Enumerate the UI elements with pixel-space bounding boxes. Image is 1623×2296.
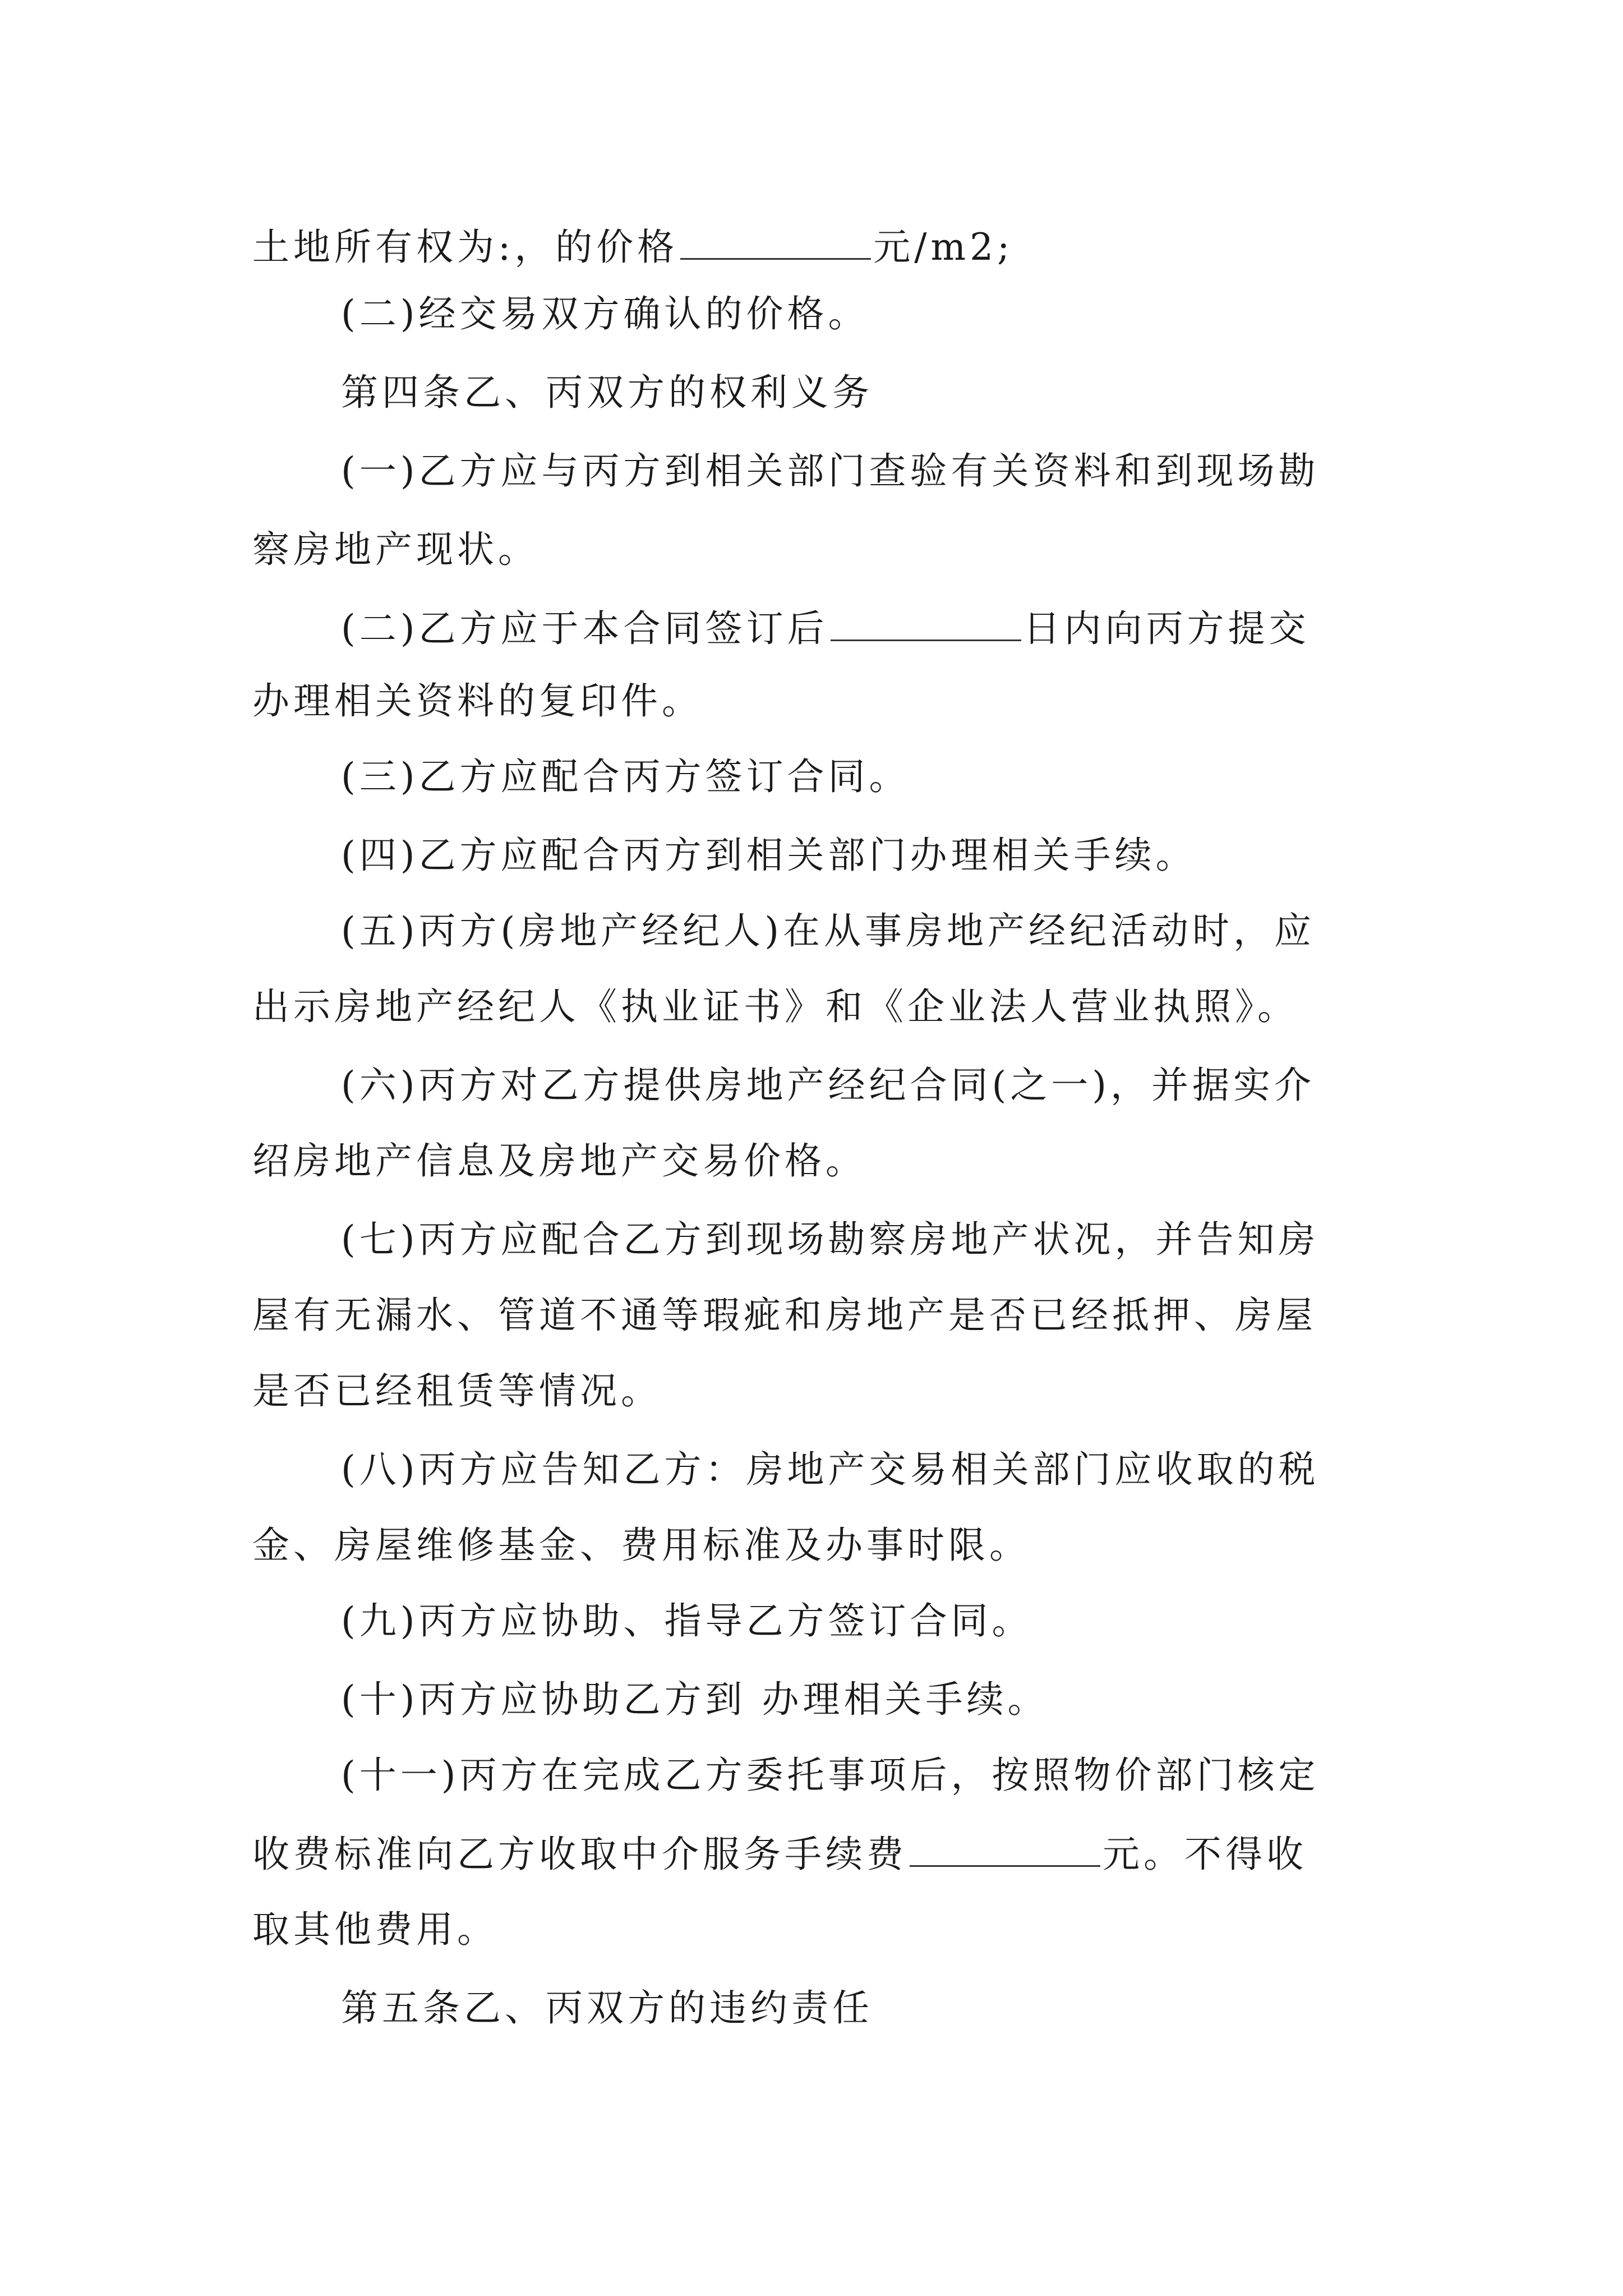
clause-continuation — [252, 1832, 1307, 1877]
clause-item: (一)乙方应与丙方到相关部门查验有关资料和到现场勘 — [341, 449, 1320, 493]
text-segment: (二)乙方应于本合同签订后 — [341, 607, 828, 650]
clause-item: (三)乙方应配合丙方签订合同。 — [341, 755, 910, 798]
clause-item — [341, 606, 1310, 651]
text-segment: 日内向丙方提交 — [1023, 607, 1310, 650]
clause-continuation: 是否已经租赁等情况。 — [252, 1369, 662, 1412]
clause-continuation: 取其他费用。 — [252, 1908, 498, 1951]
section-heading: 第四条乙、丙双方的权利义务 — [341, 371, 873, 414]
clause-item: (二)经交易双方确认的价格。 — [341, 292, 869, 335]
clause-item: (十)丙方应协助乙方到 办理相关手续。 — [341, 1678, 1049, 1721]
clause-item: (十一)丙方在完成乙方委托事项后，按照物价部门核定 — [341, 1754, 1320, 1797]
clause-item: (四)乙方应配合丙方到相关部门办理相关手续。 — [341, 834, 1197, 877]
fill-in-blank[interactable] — [910, 1832, 1100, 1867]
clause-continuation: 出示房地产经纪人《执业证书》和《企业法人营业执照》。 — [252, 985, 1298, 1028]
clause-item: (八)丙方应告知乙方：房地产交易相关部门应收取的税 — [341, 1448, 1320, 1491]
clause-continuation: 绍房地产信息及房地产交易价格。 — [252, 1139, 866, 1182]
text-line-price — [252, 224, 1013, 270]
section-heading: 第五条乙、丙双方的违约责任 — [341, 1986, 873, 2030]
fill-in-blank[interactable] — [680, 224, 871, 260]
clause-continuation: 金、房屋维修基金、费用标准及办事时限。 — [252, 1524, 1030, 1567]
clause-continuation: 屋有无漏水、管道不通等瑕疵和房地产是否已经抵押、房屋 — [252, 1294, 1317, 1337]
fill-in-blank[interactable] — [831, 606, 1021, 641]
clause-item: (六)丙方对乙方提供房地产经纪合同(之一)，并据实介 — [341, 1064, 1315, 1107]
text-segment: 土地所有权为:，的价格 — [252, 226, 679, 269]
clause-continuation: 察房地产现状。 — [252, 528, 539, 571]
text-segment: 元。不得收 — [1103, 1833, 1307, 1876]
text-segment: 元/m2; — [873, 226, 1014, 269]
clause-item: (五)丙方(房地产经纪人)在从事房地产经纪活动时，应 — [341, 909, 1315, 953]
clause-item: (九)丙方应协助、指导乙方签订合同。 — [341, 1599, 1033, 1642]
clause-continuation: 办理相关资料的复印件。 — [252, 679, 703, 723]
text-segment: 收费标准向乙方收取中介服务手续费 — [252, 1833, 907, 1876]
clause-item: (七)丙方应配合乙方到现场勘察房地产状况，并告知房 — [341, 1218, 1320, 1261]
